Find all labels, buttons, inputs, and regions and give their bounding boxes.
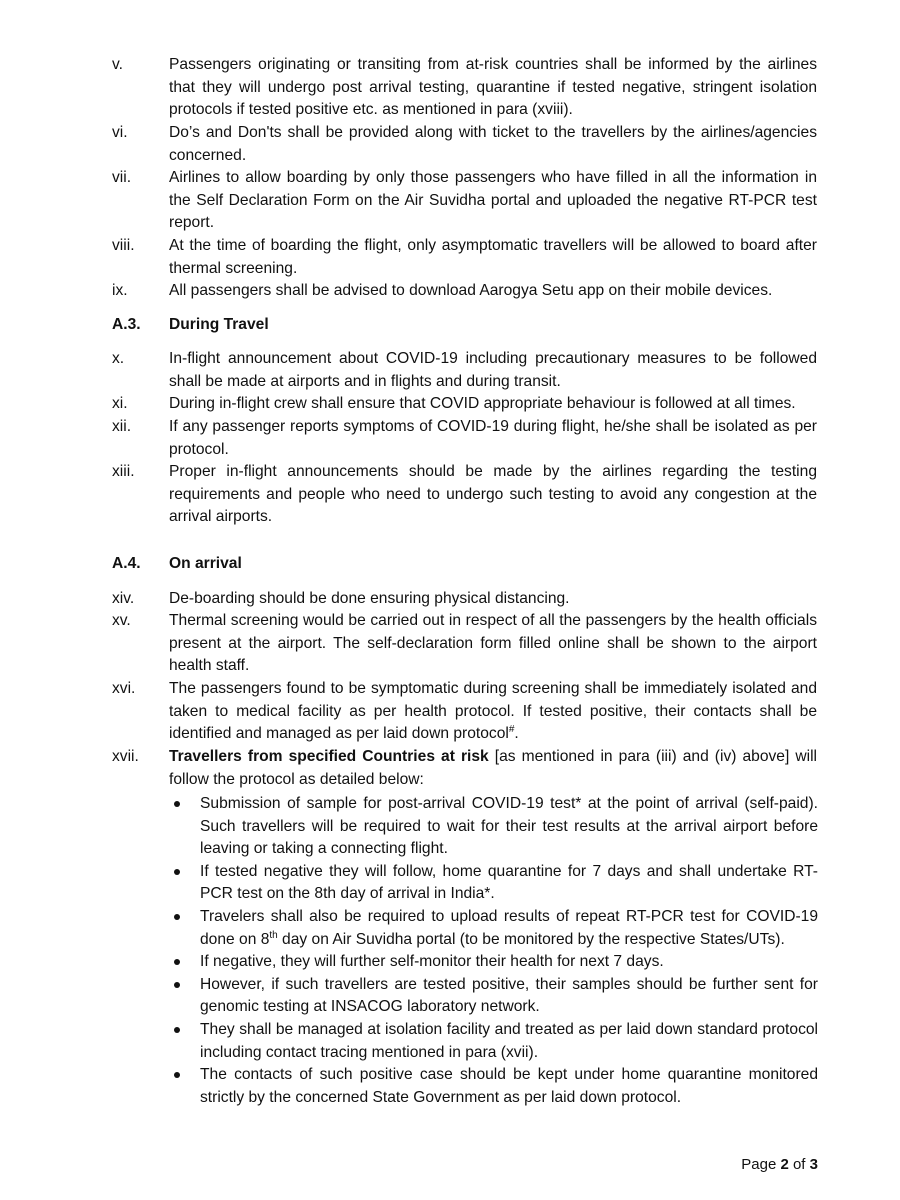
- section-number: A.3.: [112, 316, 141, 333]
- list-item-viii: [112, 235, 817, 280]
- item-number: ix.: [112, 282, 128, 299]
- bullet-text: Submission of sample for post-arrival COVID-19 test* at the point of arrival (self-paid). Such travellers will be required to wait for their test results at the arrival airport before leaving or taking a connecting flight.: [200, 795, 818, 858]
- bullet-dot-icon: [174, 914, 180, 920]
- list-item-xiii: [112, 461, 817, 529]
- section-heading-during-travel: [112, 314, 269, 336]
- section-title: On arrival: [169, 555, 242, 572]
- bullet-dot-icon: [174, 959, 180, 965]
- bullet-item: [168, 861, 818, 906]
- footnote-mark: #: [508, 724, 515, 735]
- section-heading-on-arrival: [112, 553, 242, 575]
- item-text: All passengers shall be advised to download Aarogya Setu app on their mobile devices.: [169, 282, 773, 299]
- bullet-item: [168, 974, 818, 1019]
- item-text: Do’s and Don'ts shall be provided along with ticket to the travellers by the airlines/agencies concerned.: [169, 124, 817, 164]
- item-text: De-boarding should be done ensuring physical distancing.: [169, 590, 570, 607]
- list-item-xiv: [112, 588, 817, 611]
- item-text-tail: .: [514, 725, 519, 743]
- item-number: vii.: [112, 169, 132, 186]
- item-number: viii.: [112, 237, 135, 254]
- list-item-vii: [112, 167, 817, 235]
- item-text: Thermal screening would be carried out in respect of all the passengers by the health officials present at the airport. The self-declaration form filled online shall be shown to the airport health staff.: [169, 612, 817, 675]
- bullet-dot-icon: [174, 1072, 180, 1078]
- bullet-list: [168, 793, 818, 1109]
- section-number: A.4.: [112, 555, 141, 572]
- list-item-vi: [112, 122, 817, 167]
- bullet-item: [168, 793, 818, 861]
- list-item-ix: [112, 280, 817, 303]
- list-item-xii: [112, 416, 817, 461]
- section-title: During Travel: [169, 316, 269, 333]
- bullet-text: If negative, they will further self-monitor their health for next 7 days.: [200, 953, 664, 971]
- item-text: In-flight announcement about COVID-19 including precautionary measures to be followed shall be made at airports and in flights and during transit.: [169, 350, 817, 390]
- list-item-xv: [112, 610, 817, 678]
- item-number: x.: [112, 350, 125, 367]
- item-text: At the time of boarding the flight, only asymptomatic travellers will be allowed to board after thermal screening.: [169, 237, 817, 277]
- item-number: xii.: [112, 418, 132, 435]
- item-text-bold: Travellers from specified Countries at risk: [169, 748, 489, 765]
- bullet-item: [168, 906, 818, 951]
- bullet-dot-icon: [174, 801, 180, 807]
- page-number-current: 2: [780, 1156, 789, 1173]
- bullet-text: However, if such travellers are tested positive, their samples should be further sent for genomic testing at INSACOG laboratory network.: [200, 975, 818, 1016]
- item-text: If any passenger reports symptoms of COVID-19 during flight, he/she shall be isolated as per protocol.: [169, 418, 817, 458]
- item-text: [169, 746, 817, 791]
- superscript: th: [269, 929, 278, 941]
- page-number: [741, 1156, 818, 1173]
- item-number: v.: [112, 56, 123, 73]
- item-number: vi.: [112, 124, 128, 141]
- item-number: xvi.: [112, 680, 136, 697]
- list-item-x: [112, 348, 817, 393]
- item-number: xvii.: [112, 748, 139, 765]
- list-item-xvi: [112, 678, 817, 746]
- list-item-xi: [112, 393, 817, 416]
- item-number: xv.: [112, 612, 131, 629]
- bullet-text: The contacts of such positive case should be kept under home quarantine monitored strictly by the concerned State Government as per laid down protocol.: [200, 1066, 818, 1106]
- item-text: [169, 678, 817, 746]
- bullet-text: They shall be managed at isolation facility and treated as per laid down standard protocol including contact tracing mentioned in para (xvii).: [200, 1020, 818, 1061]
- bullet-dot-icon: [174, 1027, 180, 1033]
- page-number-prefix: Page: [741, 1156, 781, 1173]
- item-text-rest: [as mentioned in para (iii) and (iv) above] will follow the protocol as detailed below:: [169, 748, 817, 788]
- item-text-main: The passengers found to be symptomatic during screening shall be immediately isolated and taken to medical facility as per health protocol. If tested positive, their contacts shall be identified and managed as per laid down protocol: [169, 680, 817, 743]
- item-text: Airlines to allow boarding by only those passengers who have filled in all the information in the Self Declaration Form on the Air Suvidha portal and uploaded the negative RT-PCR test report.: [169, 169, 817, 232]
- item-number: xiv.: [112, 590, 135, 607]
- item-number: xi.: [112, 395, 128, 412]
- bullet-item: [168, 1064, 818, 1109]
- list-item-xvii: [112, 746, 817, 791]
- bullet-item: [168, 951, 818, 974]
- bullet-dot-icon: [174, 982, 180, 988]
- page-number-middle: of: [788, 1156, 810, 1173]
- item-text: During in-flight crew shall ensure that COVID appropriate behaviour is followed at all times.: [169, 395, 796, 412]
- item-text: Proper in-flight announcements should be made by the airlines regarding the testing requirements and people who need to undergo such testing to avoid any congestion at the arrival airports.: [169, 463, 817, 526]
- item-text: Passengers originating or transiting from at-risk countries shall be informed by the airlines that they will undergo post arrival testing, quarantine if tested negative, stringent isolation protocols if tested positive etc. as mentioned in para (xviii).: [169, 56, 817, 119]
- bullet-text: If tested negative they will follow, home quarantine for 7 days and shall undertake RT-PCR test on the 8th day of arrival in India*.: [200, 862, 818, 903]
- bullet-dot-icon: [174, 869, 180, 875]
- bullet-item: [168, 1019, 818, 1064]
- page-number-total: 3: [809, 1156, 818, 1173]
- item-number: xiii.: [112, 463, 135, 480]
- list-item-v: [112, 54, 817, 122]
- bullet-text: Travelers shall also be required to upload results of repeat RT-PCR test for COVID-19 done on 8: [200, 907, 818, 948]
- bullet-text-cont: day on Air Suvidha portal (to be monitored by the respective States/UTs).: [277, 930, 785, 948]
